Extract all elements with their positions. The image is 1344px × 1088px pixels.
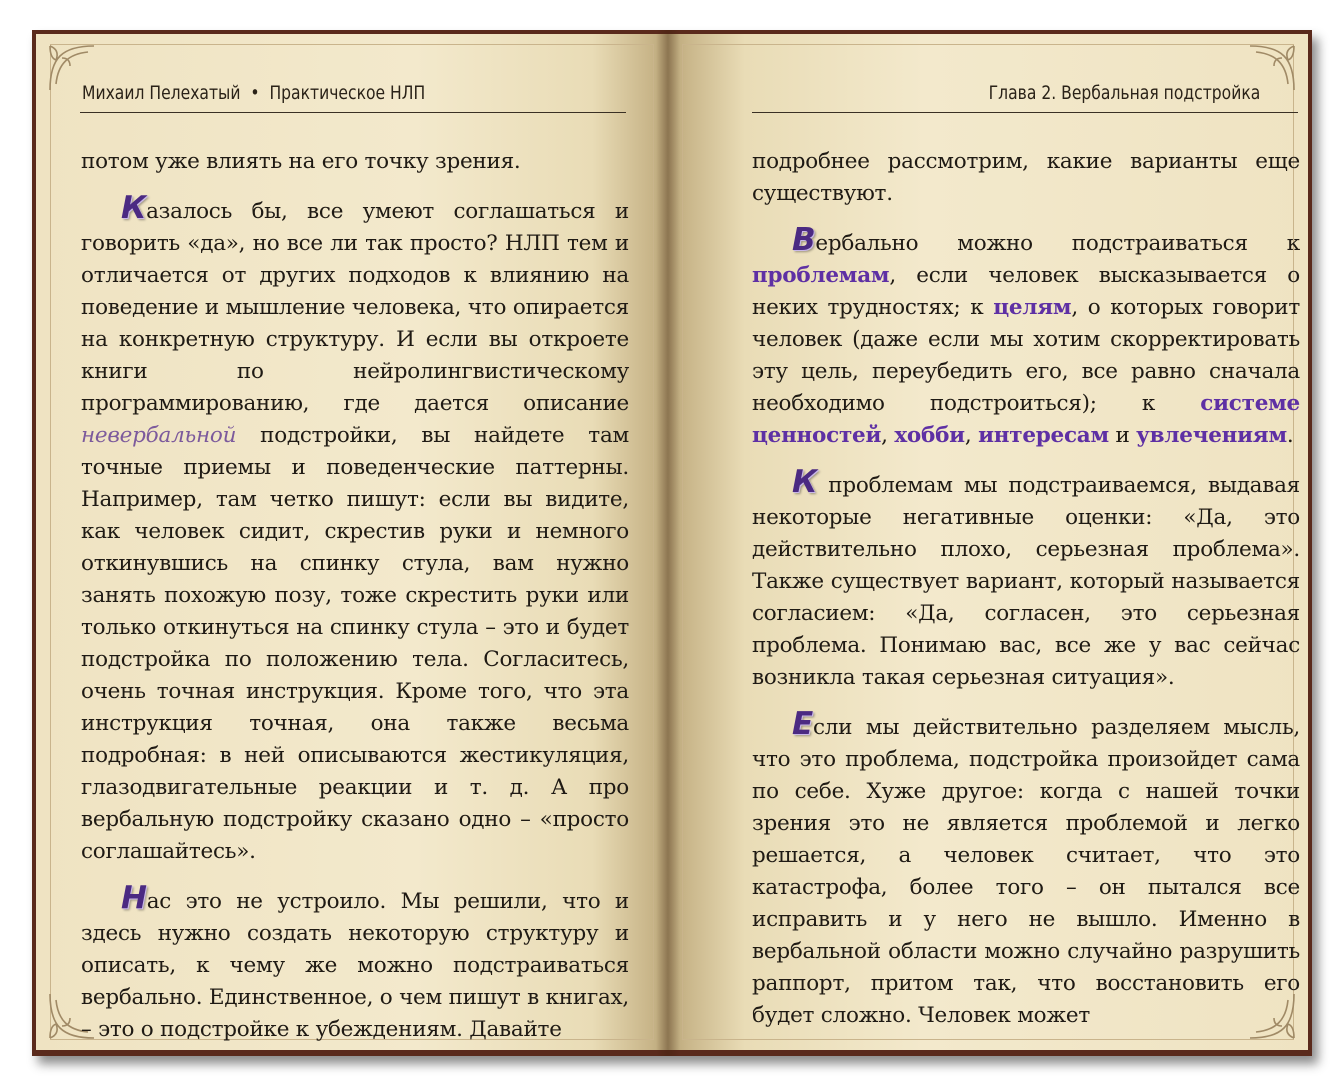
paragraph: [81, 882, 629, 1046]
drop-cap: Е: [792, 706, 813, 742]
highlight-term: проблемам: [752, 263, 890, 288]
paragraph: [752, 708, 1300, 1032]
paragraph: [752, 224, 1300, 452]
paragraph: [81, 146, 629, 178]
author-name: Михаил Пелехатый: [82, 82, 241, 104]
paragraph-text: , если человек высказывается о неких трудностях; к: [752, 263, 1300, 320]
drop-cap: Н: [121, 880, 147, 916]
paragraph-text: ас это не устроило. Мы решили, что и здесь нужно создать некоторую структуру и описать, к чему же можно подстраиваться вербально. Единственное, о чем пишут в книгах, – это о подстройке к убеждениям. Давайте: [81, 889, 629, 1042]
drop-cap: К: [792, 464, 818, 500]
highlight-term: невербальной: [81, 423, 237, 448]
book: [32, 30, 1312, 1056]
paragraph-text: подстройки, вы найдете там точные приемы и поведенческие паттерны. Например, там четко пишут: если вы видите, как человек сидит, скрестив руки и немного откинувшись на спинку стула, вам нужно занять похожую позу, тоже скрестить руки или только откинуться на спинку стула – это и будет подстройка по положению тела. Согласитесь, очень точная инструкция. Кроме того, что эта инструкция точная, она также весьма подробная: в ней описываются жестикуляция, глазодвигательные реакции и т. д. А про вербальную подстройку сказано одно – «просто соглашайтесь».: [81, 423, 629, 864]
paragraph-text: .: [1286, 423, 1294, 448]
highlight-term: целям: [993, 295, 1072, 320]
highlight-term: хобби: [894, 423, 965, 448]
paragraph-text: ,: [881, 423, 895, 448]
right-page: [668, 34, 1308, 1050]
left-page: [36, 34, 668, 1050]
paragraph-text: сли мы действительно разделяем мысль, что это проблема, подстройка произойдет сама по себе. Хуже другое: когда с нашей точки зрения это не является проблемой и легко решается, а человек считает, что это катастрофа, более того – он пытался все исправить и у него не вышло. Именно в вербальной области можно случайно разрушить раппорт, притом так, что восстановить его будет сложно. Человек может: [752, 715, 1300, 1028]
paragraph: [81, 192, 629, 868]
book-title: Практическое НЛП: [269, 82, 426, 104]
paragraph-text: проблемам мы подстраиваемся, выдавая некоторые негативные оценки: «Да, это действительно плохо, серьезная проблема». Также существует вариант, который называется согласием: «Да, согласен, это серьезная проблема. Понимаю вас, все же у вас сейчас возникла такая серьезная ситуация».: [752, 473, 1300, 690]
paragraph-text: и: [1108, 423, 1137, 448]
paragraph-text: , о которых говорит человек (даже если мы хотим скорректировать эту цель, переубедить его, все равно сначала необходимо подстроиться); к: [752, 295, 1301, 416]
left-page-text: [81, 146, 629, 1050]
paragraph-text: ,: [964, 423, 979, 448]
paragraph: [752, 146, 1300, 210]
header-rule: [752, 112, 1298, 113]
paragraph-text: ербально можно подстраиваться к: [815, 231, 1300, 256]
header-separator: •: [250, 82, 260, 104]
highlight-term: увлечениям: [1136, 423, 1287, 448]
highlight-term: системе ценностей: [752, 391, 1300, 448]
header-rule: [80, 112, 626, 113]
paragraph: [752, 466, 1300, 694]
chapter-title: Глава 2. Вербальная подстройка: [988, 82, 1260, 104]
paragraph-text: азалось бы, все умеют соглашаться и говорить «да», но все ли так просто? НЛП тем и отличается от других подходов к влиянию на поведение и мышление человека, что опирается на конкретную структуру. И если вы откроете книги по нейролингвистическому программированию, где дается описание: [81, 199, 629, 416]
running-head-right: [988, 82, 1260, 110]
right-page-text: [752, 146, 1300, 1046]
paragraph-text: подробнее рассмотрим, какие варианты еще существуют.: [752, 149, 1300, 206]
running-head-left: [82, 82, 425, 110]
paragraph-text: потом уже влиять на его точку зрения.: [81, 149, 521, 174]
drop-cap: К: [121, 190, 147, 226]
highlight-term: интересам: [978, 423, 1109, 448]
drop-cap: В: [792, 222, 816, 258]
